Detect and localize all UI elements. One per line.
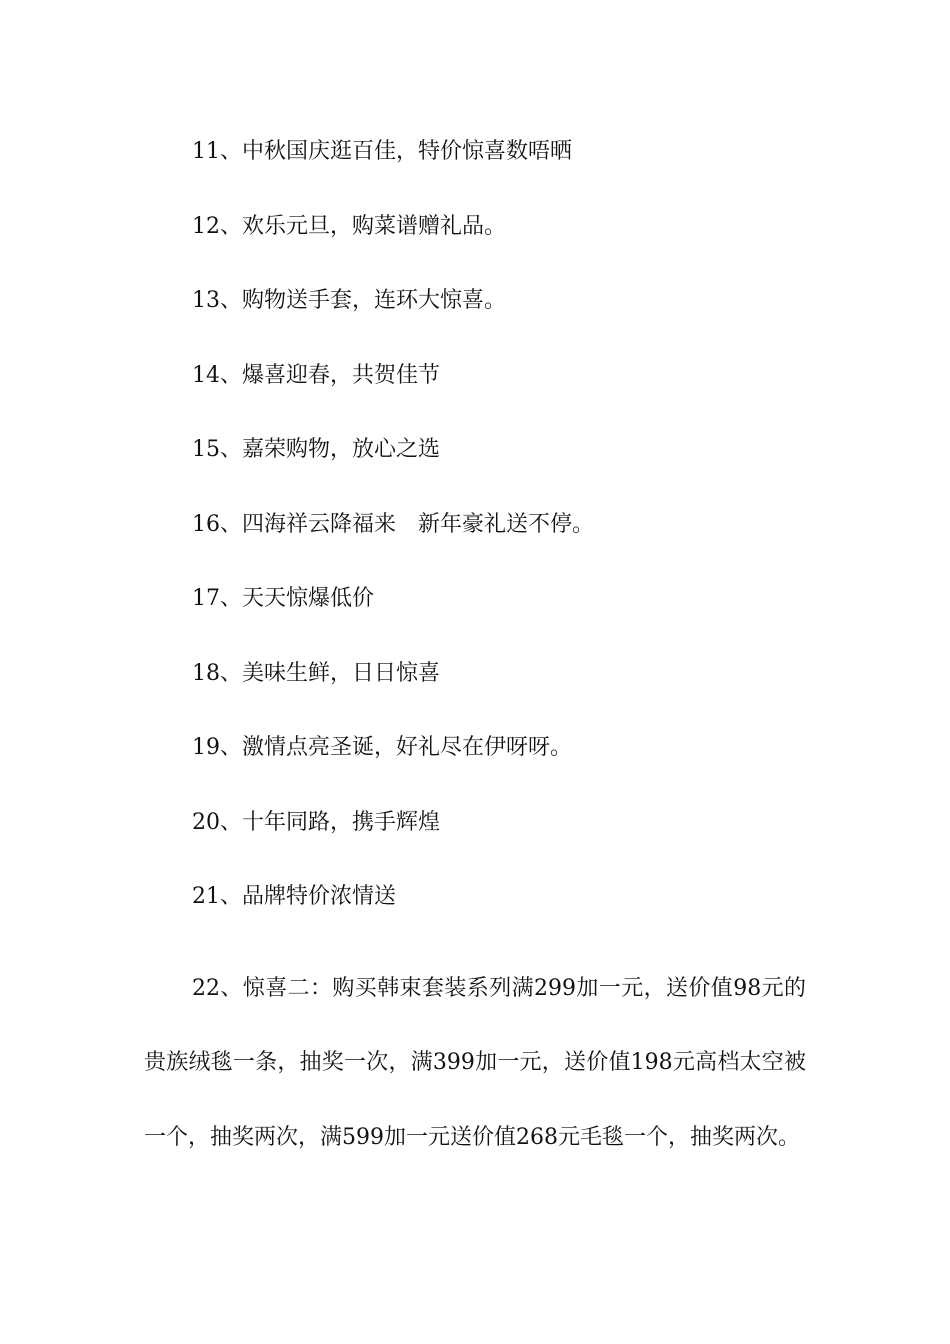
list-item: 17、天天惊爆低价 [192, 586, 374, 611]
list-item: 13、购物送手套，连环大惊喜。 [192, 288, 506, 313]
list-item: 18、美味生鲜，日日惊喜 [192, 660, 440, 686]
list-item: 12、欢乐元旦，购菜谱赠礼品。 [192, 213, 506, 239]
document-body [144, 132, 806, 1175]
list-item: 15、嘉荣购物，放心之选 [192, 437, 440, 462]
list-item: 21、品牌特价浓情送 [192, 884, 396, 909]
list-item: 16、四海祥云降福来 新年豪礼送不停。 [192, 511, 594, 537]
list-item: 14、爆喜迎春，共贺佳节 [192, 362, 440, 388]
list-item: 19、激情点亮圣诞，好礼尽在伊呀呀。 [192, 735, 572, 760]
body-paragraph: 22、惊喜二：购买韩束套装系列满299加一元，送价值98元的贵族绒毯一条，抽奖一次，满399加一元，送价值198元高档太空被一个，抽奖两次，满599加一元送价值268元毛毯一个，抽奖两次。 [144, 975, 806, 1150]
list-item: 11、中秋国庆逛百佳，特价惊喜数唔晒 [192, 139, 572, 164]
list-item: 20、十年同路，携手辉煌 [192, 809, 440, 835]
